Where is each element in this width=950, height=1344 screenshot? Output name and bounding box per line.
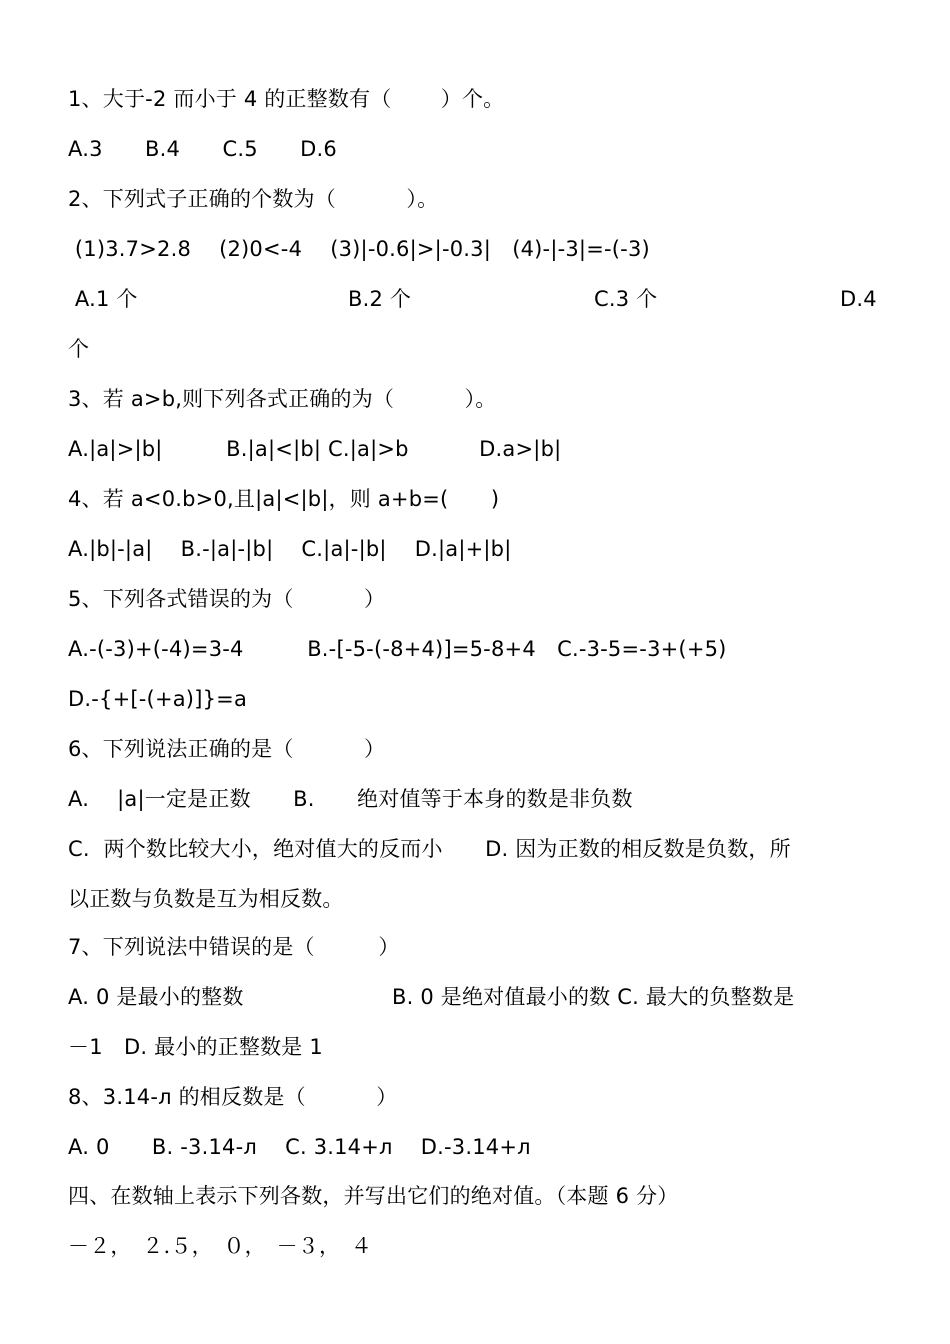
question-1-options: A.3 B.4 C.5 D.6 bbox=[68, 137, 337, 161]
question-2-option-b: B.2 个 bbox=[348, 287, 412, 311]
question-6-option-d-wrap: 以正数与负数是互为相反数。 bbox=[68, 887, 344, 911]
question-2-option-c: C.3 个 bbox=[594, 287, 658, 311]
question-5-option-d: D.-{+[-(+a)]}=a bbox=[68, 687, 248, 711]
question-4: 4、若 a<0.b>0,且|a|<|b|，则 a+b=( ) bbox=[68, 487, 500, 511]
question-8-options: A. 0 B. -3.14-л C. 3.14+л D.-3.14+л bbox=[68, 1135, 531, 1159]
question-6-options-cd: C. 两个数比较大小，绝对值大的反而小 D. 因为正数的相反数是负数，所 bbox=[68, 837, 791, 861]
question-2: 2、下列式子正确的个数为（ ）。 bbox=[68, 187, 439, 211]
section-4-numbers: －２， ２.５， ０， －３， ４ bbox=[68, 1234, 373, 1258]
question-7: 7、下列说法中错误的是（ ） bbox=[68, 935, 400, 959]
question-5: 5、下列各式错误的为（ ） bbox=[68, 587, 386, 611]
question-8: 8、3.14-л 的相反数是（ ） bbox=[68, 1085, 398, 1109]
question-5-options-abc: A.-(-3)+(-4)=3-4 B.-[-5-(-8+4)]=5-8+4 C.-3-5=-3+(+5) bbox=[68, 637, 727, 661]
question-2-option-a: A.1 个 bbox=[68, 287, 138, 311]
section-4-heading: 四、在数轴上表示下列各数，并写出它们的绝对值。（本题 6 分） bbox=[68, 1184, 679, 1208]
question-6-options-ab: A. |a|一定是正数 B. 绝对值等于本身的数是非负数 bbox=[68, 787, 633, 811]
question-3-options: A.|a|>|b| B.|a|<|b| C.|a|>b D.a>|b| bbox=[68, 437, 562, 461]
question-2-option-d: D.4 bbox=[840, 287, 877, 311]
question-4-options: A.|b|-|a| B.-|a|-|b| C.|a|-|b| D.|a|+|b| bbox=[68, 537, 512, 561]
question-1: 1、大于-2 而小于 4 的正整数有（ ）个。 bbox=[68, 87, 505, 111]
question-2-statements: (1)3.7>2.8 (2)0<-4 (3)|-0.6|>|-0.3| (4)-|-3|=-(-3) bbox=[68, 237, 650, 261]
question-6: 6、下列说法正确的是（ ） bbox=[68, 737, 386, 761]
question-2-option-d-wrap: 个 bbox=[68, 337, 90, 361]
question-3: 3、若 a>b,则下列各式正确的为（ ）。 bbox=[68, 387, 497, 411]
question-7-options-wrap: －1 D. 最小的正整数是 1 bbox=[68, 1035, 323, 1059]
question-7-options-abc: A. 0 是最小的整数 B. 0 是绝对值最小的数 C. 最大的负整数是 bbox=[68, 985, 795, 1009]
